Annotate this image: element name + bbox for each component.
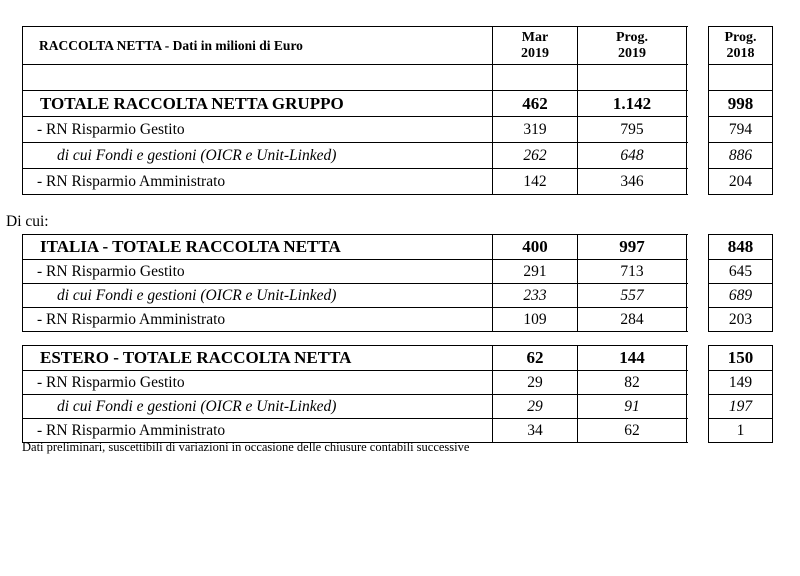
table-row (22, 234, 773, 260)
value-prog-2019: 713 (577, 260, 687, 283)
row-label: ITALIA - TOTALE RACCOLTA NETTA (22, 235, 492, 259)
value-prog-2019: 62 (577, 419, 687, 442)
table-row (22, 260, 773, 284)
row-label: TOTALE RACCOLTA NETTA GRUPPO (22, 91, 492, 116)
column-gap (688, 283, 708, 308)
col-header-mar-2019 (492, 27, 577, 64)
row-label: ESTERO - TOTALE RACCOLTA NETTA (22, 346, 492, 370)
header-spacer-row (22, 65, 773, 91)
value-prog-2019: 1.142 (577, 91, 687, 116)
spacer-cell (22, 65, 492, 90)
column-gap (688, 168, 708, 195)
value-prog-2019: 346 (577, 169, 687, 194)
value-mar-2019: 291 (492, 260, 577, 283)
row-label: - RN Risparmio Gestito (22, 371, 492, 394)
value-mar-2019: 34 (492, 419, 577, 442)
value-prog-2019: 648 (577, 143, 687, 168)
row-label: - RN Risparmio Amministrato (22, 169, 492, 194)
col-header-prog-2019-line1: Prog. (615, 29, 648, 45)
row-label: - RN Risparmio Amministrato (22, 308, 492, 331)
col-header-mar-2019-line1: Mar (521, 29, 549, 45)
value-mar-2019: 400 (492, 235, 577, 259)
value-prog-2018: 886 (708, 143, 773, 168)
value-prog-2019: 997 (577, 235, 687, 259)
column-gap (688, 370, 708, 395)
value-prog-2018: 203 (708, 308, 773, 331)
row-label: - RN Risparmio Gestito (22, 260, 492, 283)
value-prog-2018: 1 (708, 419, 773, 442)
column-gap (688, 394, 708, 419)
value-mar-2019: 62 (492, 346, 577, 370)
gruppo-table (22, 90, 773, 195)
row-label: - RN Risparmio Gestito (22, 117, 492, 142)
row-label: - RN Risparmio Amministrato (22, 419, 492, 442)
estero-table (22, 345, 773, 443)
col-header-prog-2018 (708, 27, 773, 64)
value-prog-2018: 645 (708, 260, 773, 283)
column-gap (688, 418, 708, 443)
column-gap (688, 259, 708, 284)
table-row (22, 284, 773, 308)
italia-table (22, 234, 773, 332)
value-mar-2019: 29 (492, 371, 577, 394)
col-header-prog-2019 (577, 27, 687, 64)
value-prog-2019: 91 (577, 395, 687, 418)
spacer-cell (708, 65, 773, 90)
table-row (22, 395, 773, 419)
col-header-prog-2019-line2: 2019 (618, 45, 646, 61)
table-row (22, 117, 773, 143)
column-gap (688, 307, 708, 332)
value-mar-2019: 142 (492, 169, 577, 194)
value-prog-2019: 795 (577, 117, 687, 142)
value-prog-2019: 284 (577, 308, 687, 331)
table-row (22, 345, 773, 371)
table-row (22, 143, 773, 169)
table-row (22, 169, 773, 195)
value-prog-2018: 794 (708, 117, 773, 142)
column-gap (688, 116, 708, 143)
col-header-prog-2018-line1: Prog. (724, 29, 757, 45)
value-prog-2018: 149 (708, 371, 773, 394)
row-label: di cui Fondi e gestioni (OICR e Unit-Linked) (22, 284, 492, 307)
column-gap (688, 90, 708, 117)
value-prog-2018: 998 (708, 91, 773, 116)
footnote: Dati preliminari, suscettibili di variazioni in occasione delle chiusure contabili successive (22, 440, 470, 454)
table-row (22, 371, 773, 395)
table-title: RACCOLTA NETTA - Dati in milioni di Euro (22, 27, 492, 64)
value-mar-2019: 262 (492, 143, 577, 168)
col-header-prog-2018-line2: 2018 (726, 45, 755, 61)
value-prog-2018: 197 (708, 395, 773, 418)
value-prog-2018: 150 (708, 346, 773, 370)
value-mar-2019: 462 (492, 91, 577, 116)
di-cui-label: Di cui: (6, 213, 49, 230)
column-gap (688, 142, 708, 169)
column-gap (688, 26, 708, 65)
header-row (22, 26, 773, 65)
value-mar-2019: 319 (492, 117, 577, 142)
spacer-cell (492, 65, 577, 90)
row-label: di cui Fondi e gestioni (OICR e Unit-Linked) (22, 395, 492, 418)
value-prog-2018: 204 (708, 169, 773, 194)
col-header-mar-2019-line2: 2019 (521, 45, 549, 61)
value-prog-2018: 848 (708, 235, 773, 259)
table-row (22, 308, 773, 332)
table-header (22, 26, 773, 91)
value-mar-2019: 29 (492, 395, 577, 418)
spacer-cell (577, 65, 687, 90)
table-row (22, 90, 773, 117)
column-gap (688, 64, 708, 91)
column-gap (688, 234, 708, 260)
value-prog-2019: 82 (577, 371, 687, 394)
column-gap (688, 345, 708, 371)
value-mar-2019: 109 (492, 308, 577, 331)
row-label: di cui Fondi e gestioni (OICR e Unit-Linked) (22, 143, 492, 168)
value-prog-2018: 689 (708, 284, 773, 307)
value-prog-2019: 144 (577, 346, 687, 370)
value-mar-2019: 233 (492, 284, 577, 307)
value-prog-2019: 557 (577, 284, 687, 307)
